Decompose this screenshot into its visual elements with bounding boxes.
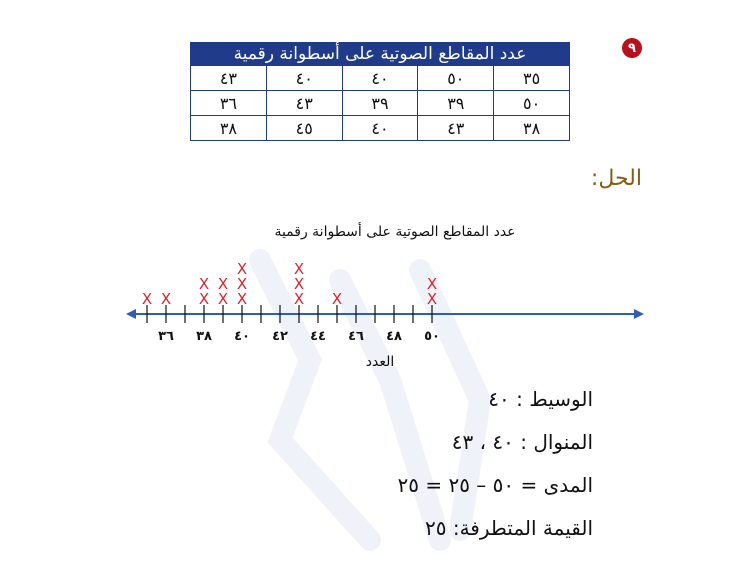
plot-title: عدد المقاطع الصوتية على أسطوانة رقمية xyxy=(274,224,516,240)
right-arrow-icon xyxy=(634,309,644,319)
axis-label: العدد xyxy=(365,354,395,370)
tick-label: ٤٨ xyxy=(386,329,402,344)
range-answer: المدى = ٥٠ – ٢٥ = ٢٥ xyxy=(397,473,593,497)
tick-label: ٤٤ xyxy=(310,329,326,344)
x-marker: X xyxy=(236,290,248,308)
tick-label: ٥٠ xyxy=(424,329,440,344)
x-marker: X xyxy=(198,275,210,293)
table-cell: ٥٠ xyxy=(418,66,494,91)
x-marker: X xyxy=(217,275,229,293)
tick-label: ٣٨ xyxy=(196,329,212,344)
tick-label: ٤٢ xyxy=(272,329,288,344)
x-marker: X xyxy=(217,290,229,308)
outlier-answer: القيمة المتطرفة: ٢٥ xyxy=(425,516,593,540)
tick-label: ٤٦ xyxy=(348,329,364,344)
x-marker: X xyxy=(293,290,305,308)
table-cell: ٤٠ xyxy=(342,116,418,141)
table-cell: ٤٥ xyxy=(266,116,342,141)
table-cell: ٣٥ xyxy=(494,66,570,91)
table-cell: ٣٨ xyxy=(494,116,570,141)
table-cell: ٤٠ xyxy=(266,66,342,91)
x-marker: X xyxy=(141,290,153,308)
table-cell: ٤٣ xyxy=(191,66,267,91)
x-marker: X xyxy=(198,290,210,308)
x-marker: X xyxy=(331,290,343,308)
left-arrow-icon xyxy=(126,309,136,319)
table-cell: ٣٦ xyxy=(191,91,267,116)
table-cell: ٤٣ xyxy=(266,91,342,116)
x-marker: X xyxy=(236,260,248,278)
table-cell: ٣٨ xyxy=(191,116,267,141)
tick-label: ٤٠ xyxy=(234,329,250,344)
table-cell: ٣٩ xyxy=(342,91,418,116)
x-marker: X xyxy=(426,275,438,293)
x-marker: X xyxy=(293,275,305,293)
tick-label: ٣٦ xyxy=(158,329,174,344)
median-answer: الوسيط : ٤٠ xyxy=(488,387,593,411)
x-marker: X xyxy=(426,290,438,308)
problem-number-badge: ٩ xyxy=(622,38,642,58)
x-marker: X xyxy=(293,260,305,278)
x-marker: X xyxy=(160,290,172,308)
table-cell: ٤٣ xyxy=(418,116,494,141)
solution-label: الحل: xyxy=(590,166,642,191)
x-marker: X xyxy=(236,275,248,293)
table-header: عدد المقاطع الصوتية على أسطوانة رقمية xyxy=(191,43,570,66)
table-cell: ٤٠ xyxy=(342,66,418,91)
answers-block xyxy=(398,386,594,558)
mode-answer: المنوال : ٤٠ ، ٤٣ xyxy=(451,430,593,454)
table-cell: ٣٩ xyxy=(418,91,494,116)
table-cell: ٥٠ xyxy=(494,91,570,116)
